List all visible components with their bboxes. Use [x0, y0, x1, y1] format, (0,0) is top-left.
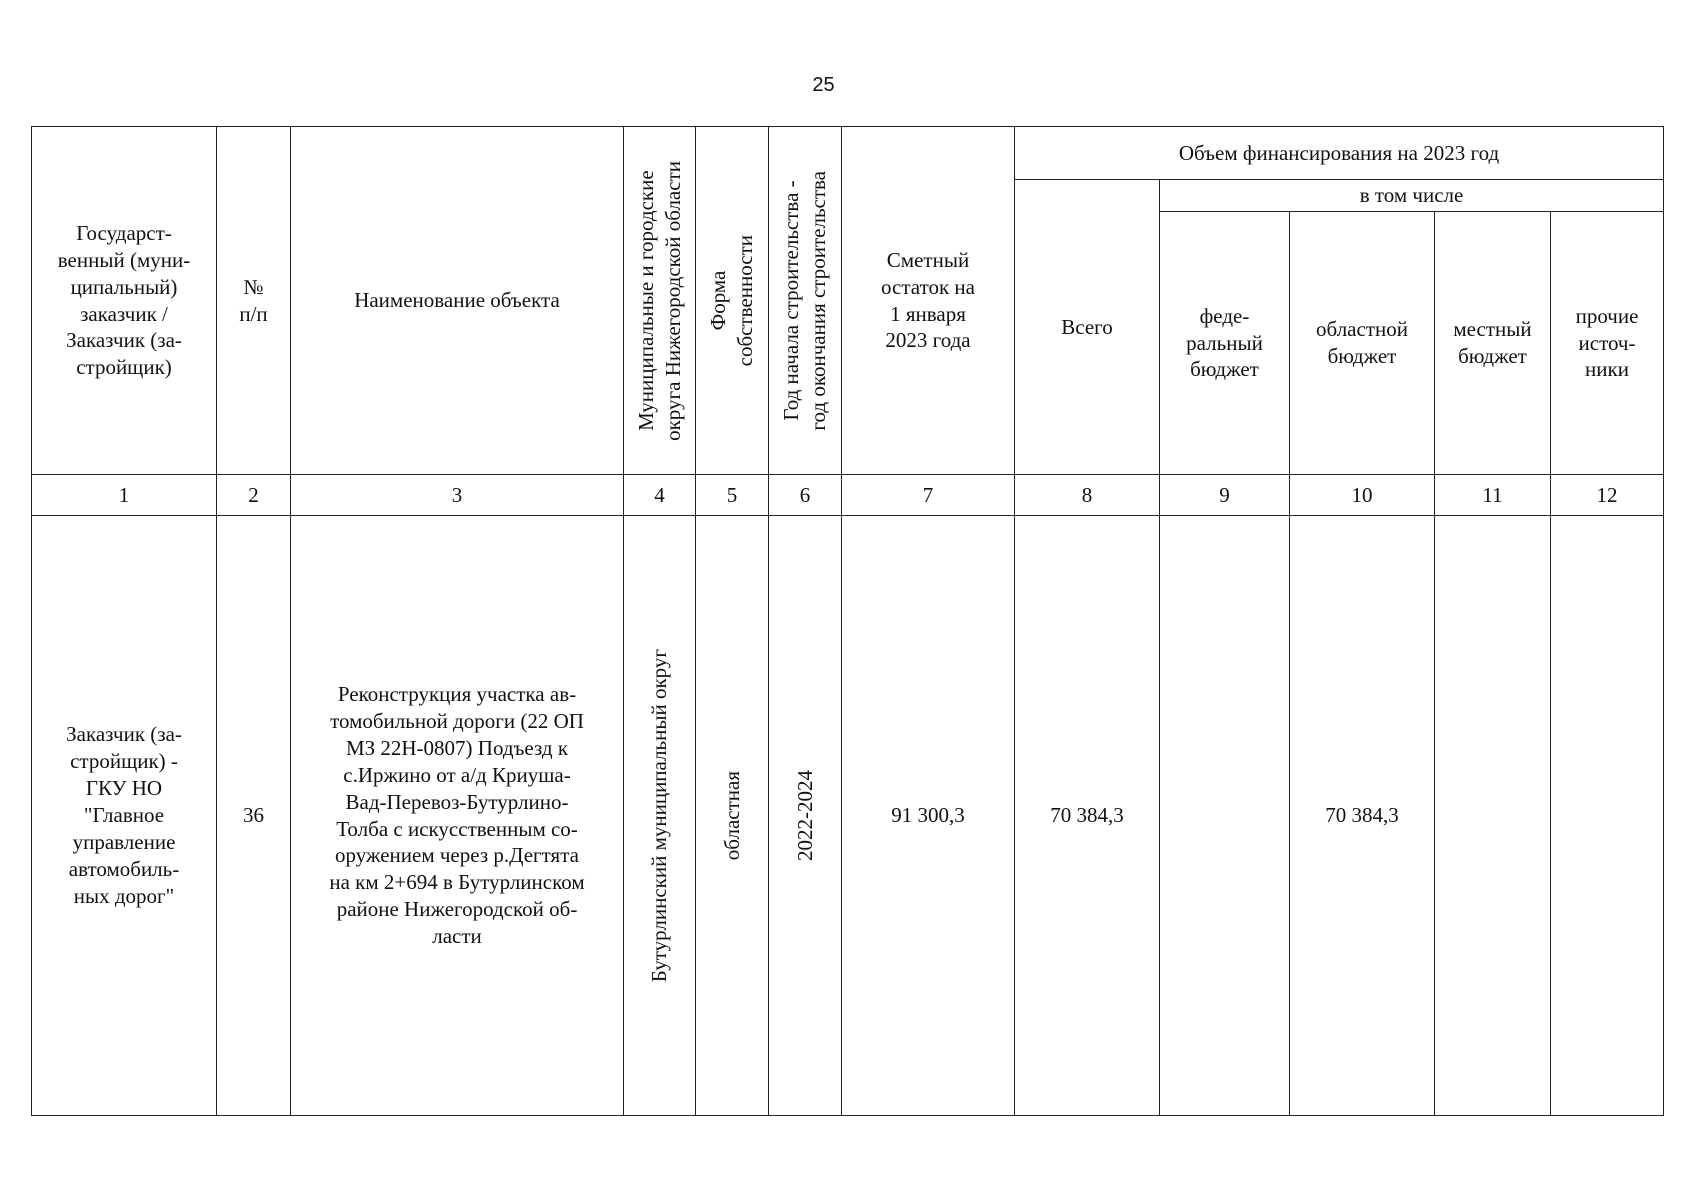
col-num-2: 2: [217, 475, 291, 516]
cell-customer: Заказчик (за- стройщик) - ГКУ НО "Главное управление автомобиль- ных дорог": [32, 516, 217, 1116]
table-row: [32, 516, 1664, 1116]
col-num-3: 3: [291, 475, 624, 516]
cell-other: [1551, 516, 1664, 1116]
header-local: местный бюджет: [1435, 212, 1551, 475]
header-estimate: Сметный остаток на 1 января 2023 года: [842, 127, 1015, 475]
column-numbers-row: [32, 475, 1664, 516]
cell-number: 36: [217, 516, 291, 1116]
cell-years: [769, 516, 842, 1116]
header-object-name: Наименование объекта: [291, 127, 624, 475]
header-customer: Государст- венный (муни- ципальный) заказчик / Заказчик (за- стройщик): [32, 127, 217, 475]
header-ownership: [696, 127, 769, 475]
cell-years-text: 2022-2024: [792, 770, 817, 861]
header-total: Всего: [1015, 180, 1160, 475]
cell-municipality-text: Бутурлинский муниципальный округ: [647, 648, 672, 983]
header-row-1: [32, 127, 1664, 180]
cell-object-name: Реконструкция участка ав- томобильной дороги (22 ОП МЗ 22Н-0807) Подъезд к с.Иржино от а/д Криуша- Вад-Перевоз-Бутурлино- Толба с искусственным со- оружением через р.Дегтята на км 2+694 в Бутурлинском районе Нижегородской об- ласти: [291, 516, 624, 1116]
col-num-5: 5: [696, 475, 769, 516]
cell-total: 70 384,3: [1015, 516, 1160, 1116]
header-number: № п/п: [217, 127, 291, 475]
page-number: 25: [812, 74, 835, 96]
cell-estimate: 91 300,3: [842, 516, 1015, 1116]
cell-local: [1435, 516, 1551, 1116]
header-years: [769, 127, 842, 475]
col-num-11: 11: [1435, 475, 1551, 516]
cell-ownership-text: областная: [719, 770, 744, 861]
header-including: в том числе: [1160, 180, 1664, 212]
header-federal: феде- ральный бюджет: [1160, 212, 1290, 475]
cell-regional: 70 384,3: [1290, 516, 1435, 1116]
col-num-6: 6: [769, 475, 842, 516]
cell-federal: [1160, 516, 1290, 1116]
col-num-8: 8: [1015, 475, 1160, 516]
cell-ownership: [696, 516, 769, 1116]
col-num-9: 9: [1160, 475, 1290, 516]
header-ownership-text: Форма собственности: [706, 234, 757, 367]
col-num-10: 10: [1290, 475, 1435, 516]
header-years-text: Год начала строительства - год окончания строительства: [779, 170, 830, 431]
col-num-7: 7: [842, 475, 1015, 516]
col-num-1: 1: [32, 475, 217, 516]
header-regional: областной бюджет: [1290, 212, 1435, 475]
col-num-12: 12: [1551, 475, 1664, 516]
header-municipality: [624, 127, 696, 475]
financing-table: [31, 126, 1664, 1116]
cell-municipality: [624, 516, 696, 1116]
col-num-4: 4: [624, 475, 696, 516]
header-other: прочие источ- ники: [1551, 212, 1664, 475]
header-funding: Объем финансирования на 2023 год: [1015, 127, 1664, 180]
header-municipality-text: Муниципальные и городские округа Нижегородской области: [633, 160, 685, 441]
